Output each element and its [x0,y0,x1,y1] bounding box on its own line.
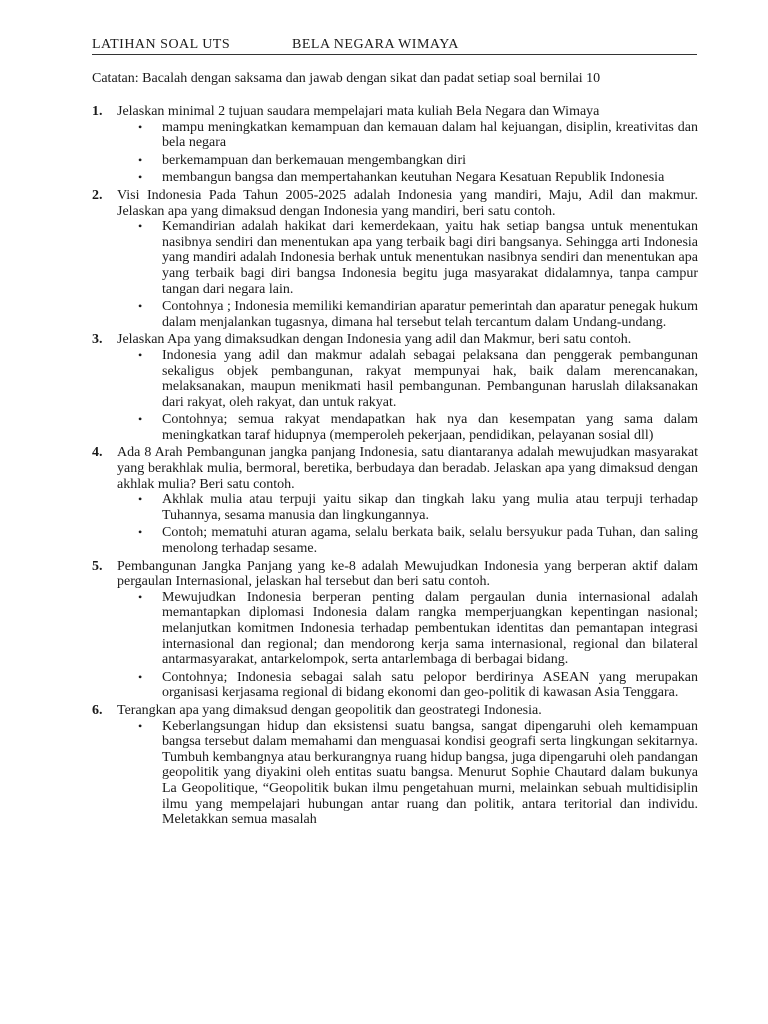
question-item [92,104,698,186]
answer-item [117,590,698,668]
question-number: 1. [92,104,103,119]
header-left-title: LATIHAN SOAL UTS [92,37,231,52]
question-list [92,104,698,830]
answer-item [117,719,698,828]
page-header [92,36,697,55]
answer-list [117,719,698,828]
bullet-icon: • [138,299,143,314]
bullet-icon: • [138,219,143,234]
answer-text: Contohnya; Indonesia sebagai salah satu pelopor berdirinya ASEAN yang merupakan organisasi kerjasama regional di bidang ekonomi dan geo-politik di kawasan Asia Tenggara. [162,669,698,701]
answer-text: mampu meningkatkan kemampuan dan kemauan dalam hal kejuangan, disiplin, kreativitas dan bela negara [162,119,698,151]
question-text: Visi Indonesia Pada Tahun 2005-2025 adalah Indonesia yang mandiri, Maju, Adil dan makmur. Jelaskan apa yang dimaksud dengan Indonesia yang mandiri, beri satu contoh. [117,187,698,219]
bullet-icon: • [138,669,143,684]
question-number: 2. [92,187,103,203]
answer-text: Keberlangsungan hidup dan eksistensi suatu bangsa, sangat dipengaruhi oleh kemampuan bangsa tersebut dalam memahami dan menguasai kondisi geografi serta lingkungan sekitarnya. Tumbuh kembangnya atau berkurangnya ruang hidup bangsa, juga dipengaruhi oleh pandangan geopolitik yang diyakini oleh entitas suatu bangsa. Menurut Sophie Chautard dalam bukunya La Geopolitique, “Geopolitik bukan ilmu pengetahuan murni, melainkan sebuah multidisiplin ilmu yang mempelajari hubungan antar ruang dan politik, antara teritorial dan individu. Meletakkan semua masalah [162,718,698,828]
bullet-icon: • [138,492,143,507]
question-number: 6. [92,702,103,718]
question-text: Ada 8 Arah Pembangunan jangka panjang Indonesia, satu diantaranya adalah mewujudkan masyarakat yang berakhlak mulia, bermoral, beretika, berbudaya dan beradab. Jelaskan apa yang dimaksud dengan akhlak mulia? Beri satu contoh. [117,445,698,492]
question-item [92,188,698,330]
answer-item [117,412,698,443]
answer-text: membangun bangsa dan mempertahankan keutuhan Negara Kesatuan Republik Indonesia [162,170,665,186]
question-text: Jelaskan minimal 2 tujuan saudara mempelajari mata kuliah Bela Negara dan Wimaya [117,104,600,119]
answer-item [117,525,698,556]
answer-list [117,219,698,330]
question-text: Terangkan apa yang dimaksud dengan geopolitik dan geostrategi Indonesia. [117,702,542,718]
answer-item [117,348,698,410]
bullet-icon: • [138,170,143,185]
header-right-title: BELA NEGARA WIMAYA [292,37,459,52]
question-number: 5. [92,558,103,574]
bullet-icon: • [138,525,143,540]
answer-text: Akhlak mulia atau terpuji yaitu sikap dan tingkah laku yang mulia atau terpuji terhadap Tuhannya, sesama manusia dan lingkungannya. [162,492,698,523]
question-item [92,332,698,443]
question-item [92,445,698,556]
answer-item [117,120,698,151]
answer-text: Mewujudkan Indonesia berperan penting dalam pergaulan dunia internasional adalah memantapkan diplomasi Indonesia dalam rangka memperjuangkan kepentingan nasional; melanjutkan komitmen Indonesia terhadap pembentukan identitas dan pemantapan integrasi internasional dan regional; dan mendorong kerja sama internasional, regional dan bilateral antarmasyarakat, antarkelompok, serta antarlembaga di berbagai bidang. [162,589,698,668]
bullet-icon: • [138,718,143,733]
bullet-icon: • [138,119,143,134]
question-item [92,703,698,828]
bullet-icon: • [138,347,143,362]
answer-item [117,299,698,330]
answer-text: Kemandirian adalah hakikat dari kemerdekaan, yaitu hak setiap bangsa untuk menentukan nasibnya sendiri dan menentukan apa yang terbaik bagi diri bangsanya. Sehingga arti Indonesia yang mandiri adalah Indonesia berhak untuk menentukan nasibnya sendiri dan menentukan apa yang terbaik bagi diri bangsa Indonesia begitu juga masyarakat didalamnya, tanpa campur tangan dari negara lain. [162,219,698,297]
answer-list [117,120,698,186]
instruction-note: Catatan: Bacalah dengan saksama dan jawab dengan sikat dan padat setiap soal bernilai 10 [92,71,601,86]
question-number: 4. [92,445,103,461]
bullet-icon: • [138,412,143,427]
question-item [92,559,698,701]
question-text: Pembangunan Jangka Panjang yang ke-8 adalah Mewujudkan Indonesia yang berperan aktif dalam pergaulan Internasional, jelaskan hal tersebut dan beri satu contoh. [117,558,698,590]
answer-text: berkemampuan dan berkemauan mengembangkan diri [162,152,466,168]
answer-text: Indonesia yang adil dan makmur adalah sebagai pelaksana dan penggerak pembangunan sekaligus objek pembangunan, rakyat mempunyai hak, baik dalam merencanakan, melaksanakan, maupun menikmati hasil pembangunan. Pembangunan haruslah dilaksanakan dari rakyat, oleh rakyat, dan untuk rakyat. [162,347,698,410]
answer-list [117,492,698,556]
answer-list [117,590,698,701]
answer-text: Contohnya ; Indonesia memiliki kemandirian aparatur pemerintah dan aparatur penegak hukum dalam menjalankan tugasnya, dimana hal tersebut telah tercantum dalam Undang-undang. [162,299,698,330]
bullet-icon: • [138,152,143,167]
answer-item [117,153,698,169]
answer-list [117,348,698,444]
answer-item [117,670,698,701]
question-number: 3. [92,332,103,348]
answer-text: Contoh; mematuhi aturan agama, selalu berkata baik, selalu bersyukur pada Tuhan, dan saling menolong terhadap sesame. [162,525,698,557]
answer-item [117,492,698,523]
answer-item [117,170,698,186]
answer-text: Contohnya; semua rakyat mendapatkan hak nya dan kesempatan yang sama dalam meningkatkan taraf hidupnya (memperoleh pekerjaan, pendidikan, pelayanan sosial dll) [162,412,698,443]
answer-item [117,219,698,297]
bullet-icon: • [138,589,143,604]
question-text: Jelaskan Apa yang dimaksudkan dengan Indonesia yang adil dan Makmur, beri satu contoh. [117,332,632,348]
